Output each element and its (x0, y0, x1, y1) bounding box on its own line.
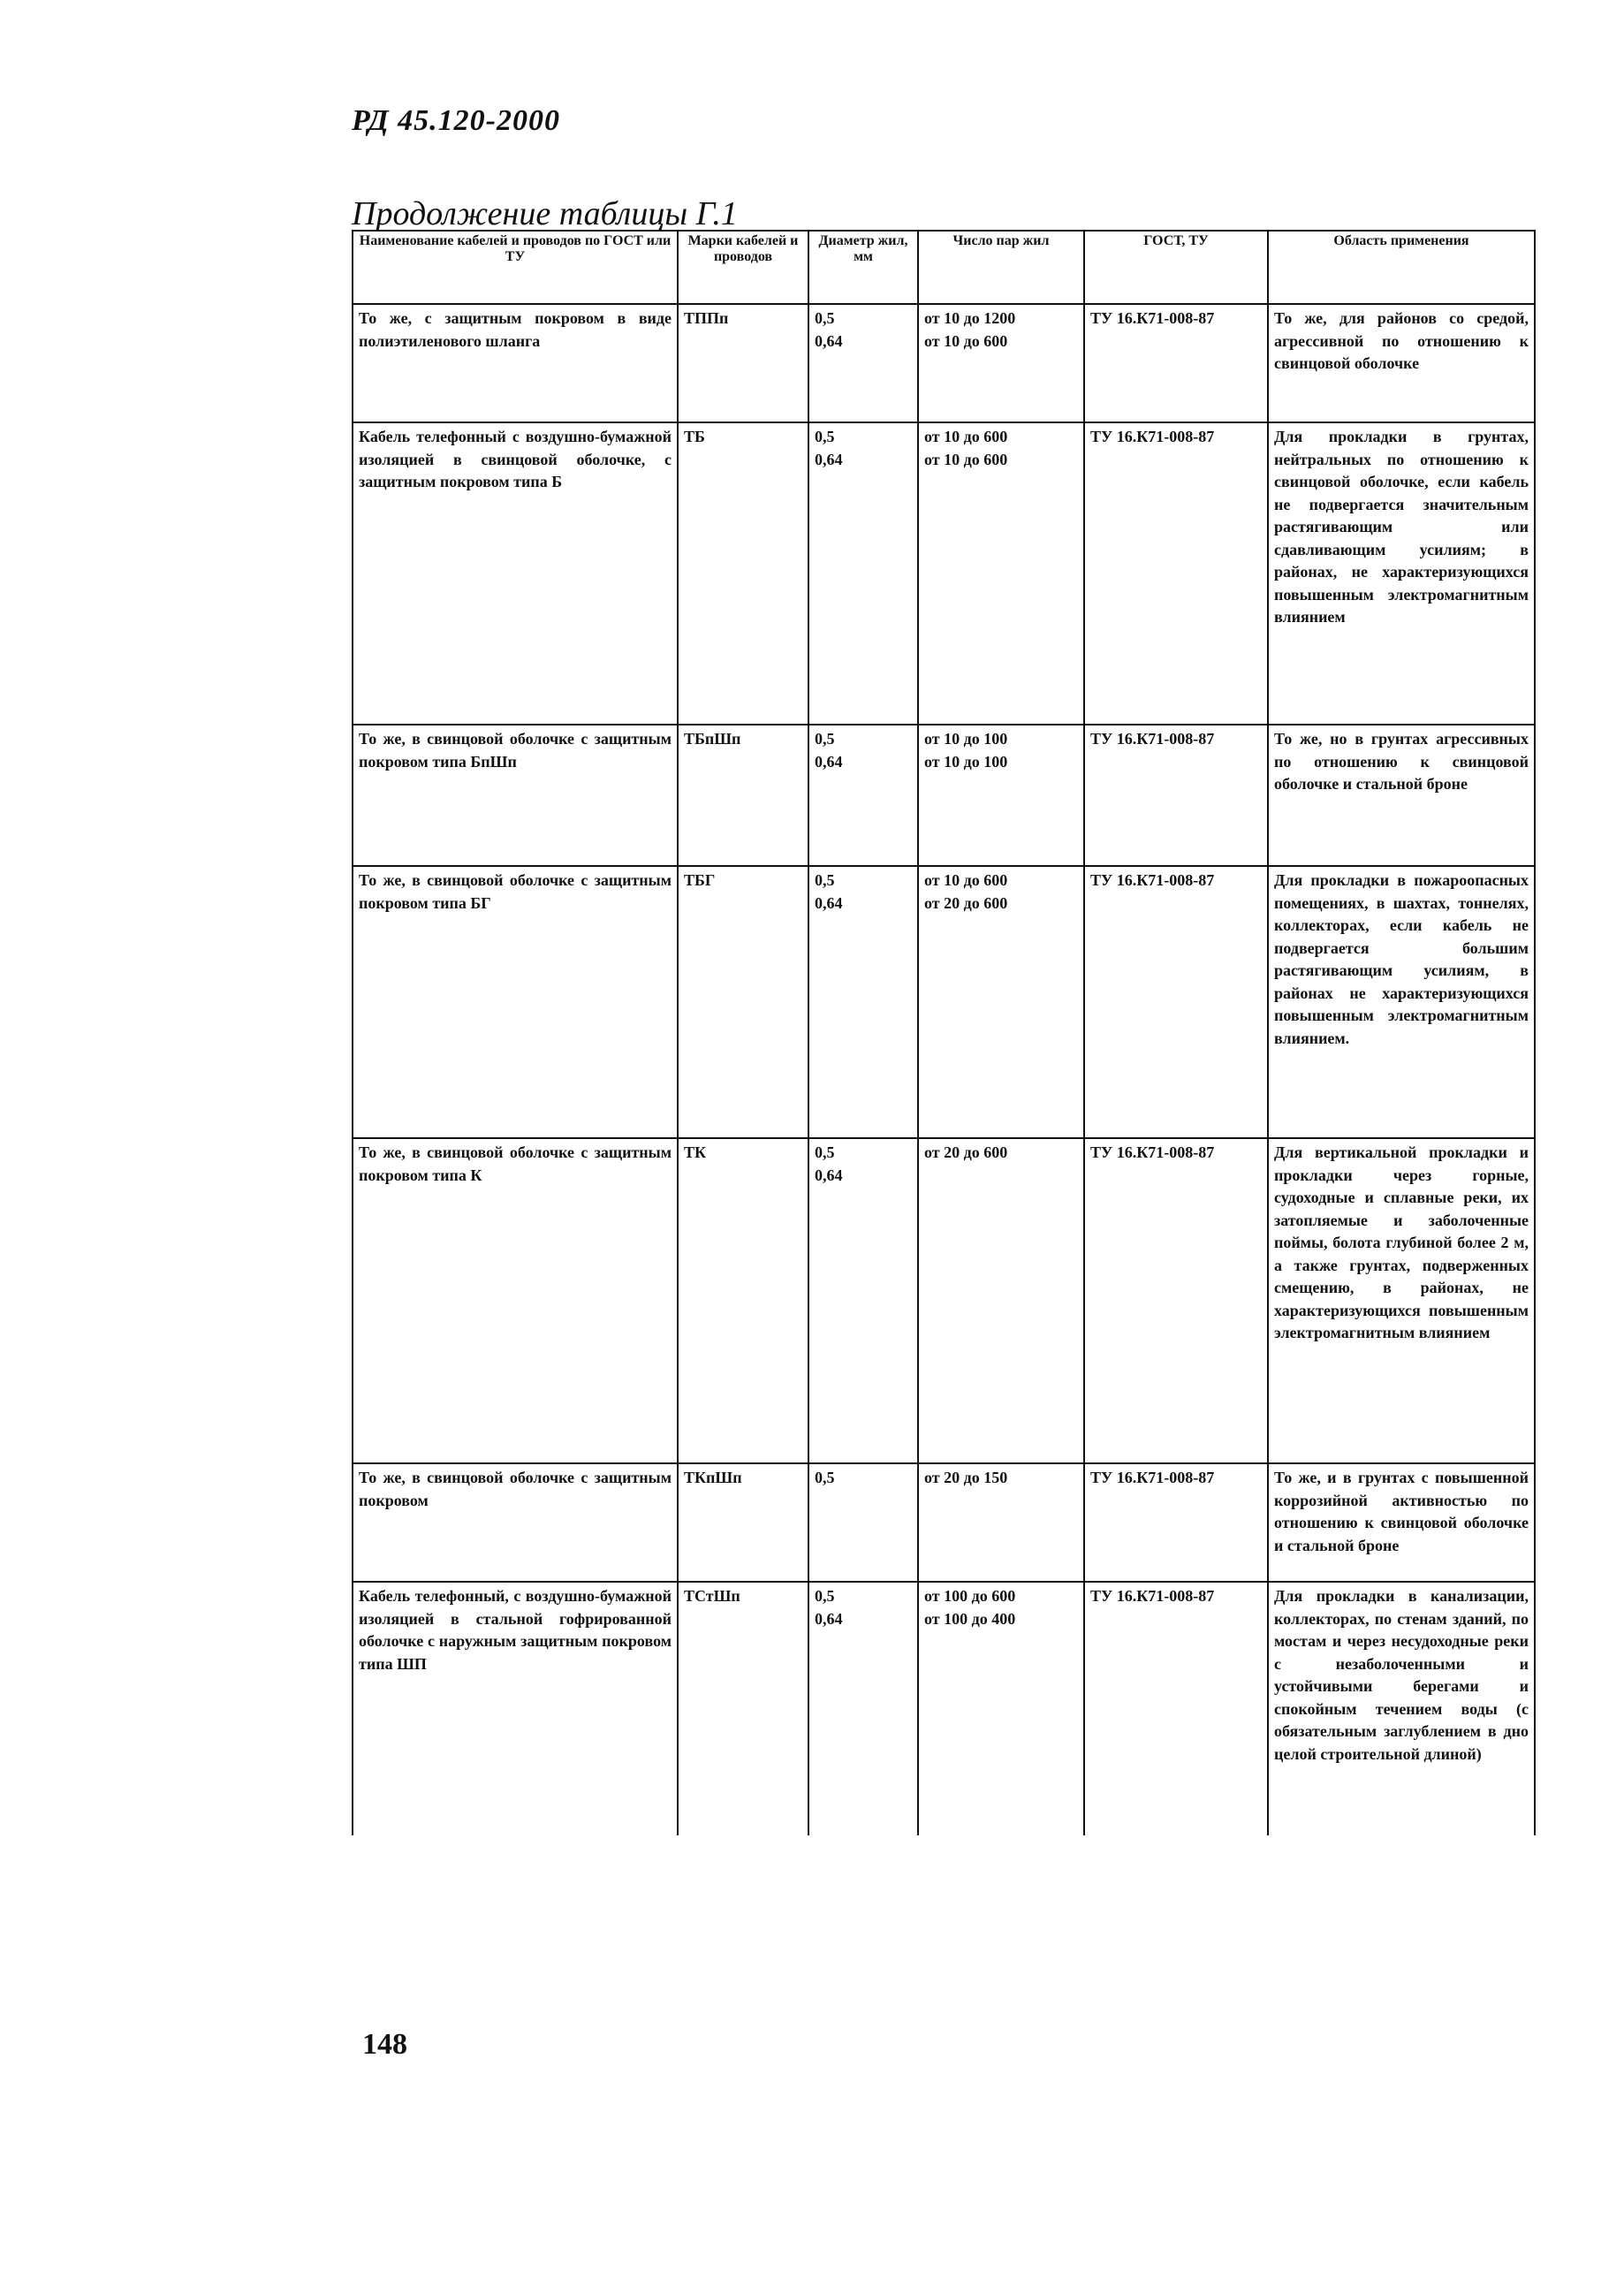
cell-cable-name: Кабель телефонный с воздушно-бумажной изоляцией в свинцовой оболочке, с защитным покровом типа Б (353, 422, 678, 725)
table-caption: Продолжение таблицы Г.1 (352, 195, 738, 232)
cell-cable-name: Кабель телефонный, с воздушно-бумажной изоляцией в стальной гофрированной оболочке с наружным защитным покровом типа ШП (353, 1582, 678, 1835)
cell-pairs: от 20 до 600 (918, 1138, 1084, 1463)
cell-standard: ТУ 16.К71-008-87 (1084, 304, 1268, 422)
cell-diameter: 0,5 0,64 (808, 304, 918, 422)
header-application: Область применения (1268, 231, 1535, 304)
cell-application: Для вертикальной прокладки и прокладки через горные, судоходные и сплавные реки, их затопляемые и заболоченные поймы, болота глубиной более 2 м, а также грунтах, подверженных смещению, в районах, не характеризующихся повышенным электромагнитным влиянием (1268, 1138, 1535, 1463)
table-row (353, 1582, 1535, 1835)
cell-cable-mark: ТСтШп (678, 1582, 808, 1835)
header-diameter: Диаметр жил, мм (808, 231, 918, 304)
cell-cable-mark: ТБГ (678, 866, 808, 1138)
cell-diameter: 0,5 0,64 (808, 1582, 918, 1835)
cell-pairs: от 10 до 1200 от 10 до 600 (918, 304, 1084, 422)
cell-application: Для прокладки в грунтах, нейтральных по отношению к свинцовой оболочке, если кабель не подвергается значительным растягивающим или сдавливающим усилиям; в районах, не характеризующихся повышенным электромагнитным влиянием (1268, 422, 1535, 725)
cell-standard: ТУ 16.К71-008-87 (1084, 1463, 1268, 1582)
table-header-row (353, 231, 1535, 304)
header-cable-name: Наименование кабелей и проводов по ГОСТ или ТУ (353, 231, 678, 304)
cell-standard: ТУ 16.К71-008-87 (1084, 725, 1268, 866)
header-pairs: Число пар жил (918, 231, 1084, 304)
cell-pairs: от 10 до 600 от 20 до 600 (918, 866, 1084, 1138)
cell-diameter: 0,5 (808, 1463, 918, 1582)
cell-diameter: 0,5 0,64 (808, 725, 918, 866)
table-row (353, 304, 1535, 422)
cell-pairs: от 100 до 600 от 100 до 400 (918, 1582, 1084, 1835)
cell-pairs: от 10 до 600 от 10 до 600 (918, 422, 1084, 725)
cell-diameter: 0,5 0,64 (808, 422, 918, 725)
cell-pairs: от 20 до 150 (918, 1463, 1084, 1582)
cell-standard: ТУ 16.К71-008-87 (1084, 1138, 1268, 1463)
table-row (353, 1138, 1535, 1463)
cell-application: То же, и в грунтах с повышенной коррозийной активностью по отношению к свинцовой оболочке и стальной броне (1268, 1463, 1535, 1582)
table-row (353, 725, 1535, 866)
cell-cable-name: То же, в свинцовой оболочке с защитным покровом типа БГ (353, 866, 678, 1138)
header-standard: ГОСТ, ТУ (1084, 231, 1268, 304)
cell-cable-name: То же, с защитным покровом в виде полиэтиленового шланга (353, 304, 678, 422)
document-code: РД 45.120-2000 (352, 104, 560, 137)
cell-application: Для прокладки в канализации, коллекторах, по стенам зданий, по мостам и через несудоходные реки с незаболоченными и устойчивыми берегами и спокойным течением воды (с обязательным заглублением в дно целой строительной длиной) (1268, 1582, 1535, 1835)
cell-cable-name: То же, в свинцовой оболочке с защитным покровом (353, 1463, 678, 1582)
cell-standard: ТУ 16.К71-008-87 (1084, 1582, 1268, 1835)
cell-cable-mark: ТКпШп (678, 1463, 808, 1582)
table-row (353, 422, 1535, 725)
cell-diameter: 0,5 0,64 (808, 866, 918, 1138)
cell-cable-mark: ТБпШп (678, 725, 808, 866)
cable-table (352, 230, 1536, 1835)
cell-diameter: 0,5 0,64 (808, 1138, 918, 1463)
cell-pairs: от 10 до 100 от 10 до 100 (918, 725, 1084, 866)
table-row (353, 1463, 1535, 1582)
cell-cable-name: То же, в свинцовой оболочке с защитным покровом типа К (353, 1138, 678, 1463)
cell-cable-mark: ТК (678, 1138, 808, 1463)
table-row (353, 866, 1535, 1138)
cell-cable-mark: ТБ (678, 422, 808, 725)
cell-cable-mark: ТППп (678, 304, 808, 422)
cell-cable-name: То же, в свинцовой оболочке с защитным покровом типа БпШп (353, 725, 678, 866)
header-cable-mark: Марки кабелей и проводов (678, 231, 808, 304)
cell-standard: ТУ 16.К71-008-87 (1084, 422, 1268, 725)
cell-application: То же, для районов со средой, агрессивной по отношению к свинцовой оболочке (1268, 304, 1535, 422)
cell-application: То же, но в грунтах агрессивных по отношению к свинцовой оболочке и стальной броне (1268, 725, 1535, 866)
cell-standard: ТУ 16.К71-008-87 (1084, 866, 1268, 1138)
cell-application: Для прокладки в пожароопасных помещениях, в шахтах, тоннелях, коллекторах, если кабель не подвергается большим растягивающим усилиям, в районах не характеризующихся повышенным электромагнитным влиянием. (1268, 866, 1535, 1138)
page-number: 148 (362, 2028, 407, 2061)
